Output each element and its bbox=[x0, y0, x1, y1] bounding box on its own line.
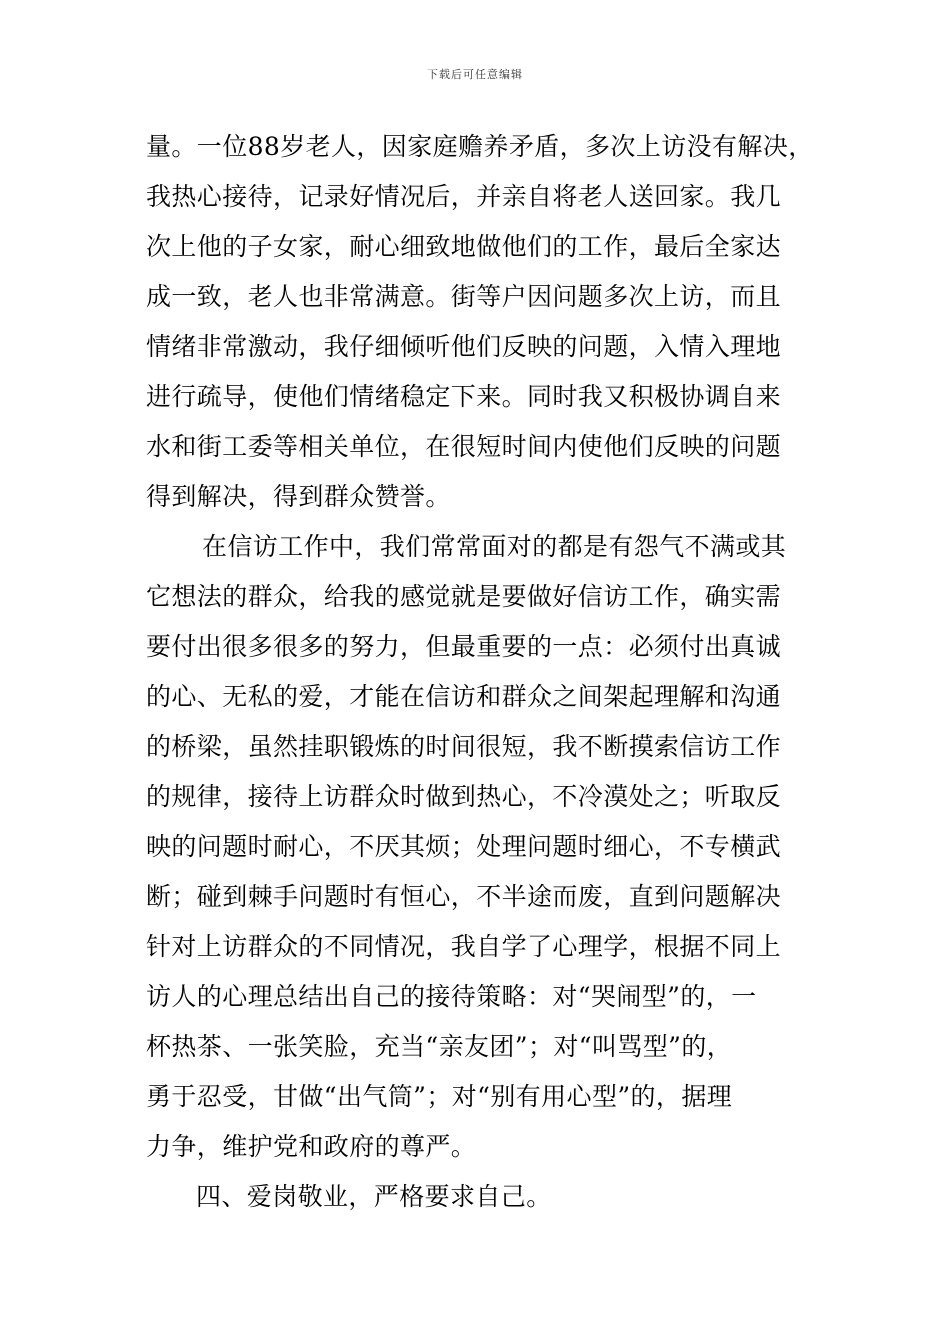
paragraph-3 bbox=[146, 1172, 846, 1222]
text-line: 水和街工委等相关单位，在很短时间内使他们反映的问题 bbox=[146, 432, 782, 461]
text-line: 进行疏导，使他们情绪稳定下来。同时我又积极协调自来 bbox=[146, 382, 782, 411]
document-body bbox=[146, 122, 846, 1222]
text-line: 力争，维护党和政府的尊严。 bbox=[146, 1132, 477, 1161]
text-line: 勇于忍受，甘做“出气筒”；对“别有用心型”的，据理 bbox=[146, 1082, 733, 1111]
text-line: 的规律，接待上访群众时做到热心，不冷漠处之；听取反 bbox=[146, 782, 782, 811]
section-heading: 四、爱岗敬业，严格要求自己。 bbox=[196, 1182, 552, 1211]
text-line: 情绪非常激动，我仔细倾听他们反映的问题，入情入理地 bbox=[146, 332, 782, 361]
text-line: 的心、无私的爱，才能在信访和群众之间架起理解和沟通 bbox=[146, 682, 782, 711]
text-line: 的桥梁，虽然挂职锻炼的时间很短，我不断摸索信访工作 bbox=[146, 732, 782, 761]
text-line: 在信访工作中，我们常常面对的都是有怨气不满或其 bbox=[202, 532, 787, 561]
text-line: 映的问题时耐心，不厌其烦；处理问题时细心，不专横武 bbox=[146, 832, 782, 861]
text-line: 针对上访群众的不同情况，我自学了心理学，根据不同上 bbox=[146, 932, 782, 961]
text-line: 我热心接待，记录好情况后，并亲自将老人送回家。我几 bbox=[146, 182, 782, 211]
text-line: 得到解决，得到群众赞誉。 bbox=[146, 482, 451, 511]
text-line: 访人的心理总结出自己的接待策略：对“哭闹型”的，一 bbox=[146, 982, 757, 1011]
text-line: 要付出很多很多的努力，但最重要的一点：必须付出真诚 bbox=[146, 632, 782, 661]
text-line: 它想法的群众，给我的感觉就是要做好信访工作，确实需 bbox=[146, 582, 782, 611]
text-line: 杯热茶、一张笑脸，充当“亲友团”；对“叫骂型”的， bbox=[146, 1032, 733, 1061]
text-line: 次上他的子女家，耐心细致地做他们的工作，最后全家达 bbox=[146, 232, 782, 261]
text-line: 成一致，老人也非常满意。街等户因问题多次上访，而且 bbox=[146, 282, 782, 311]
text-line: 量。一位88岁老人，因家庭赡养矛盾，多次上访没有解决， bbox=[146, 132, 814, 161]
text-line: 断；碰到棘手问题时有恒心，不半途而废，直到问题解决 bbox=[146, 882, 782, 911]
page-header: 下载后可任意编辑 bbox=[427, 68, 523, 81]
paragraph-2 bbox=[146, 522, 846, 1172]
paragraph-1 bbox=[146, 122, 846, 522]
